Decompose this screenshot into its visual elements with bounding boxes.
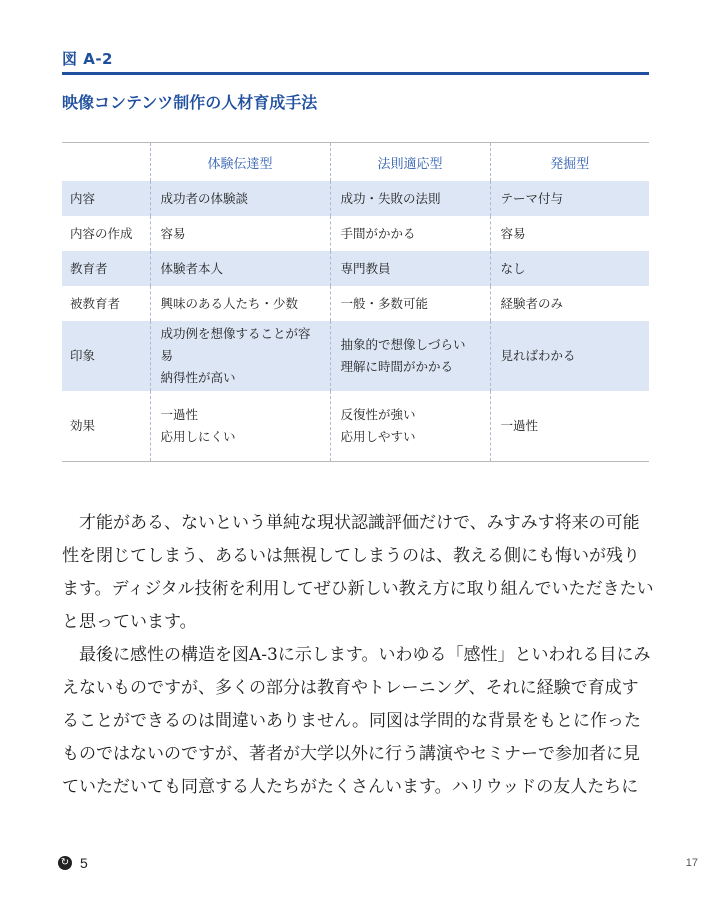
- table-row: [62, 321, 649, 391]
- method-comparison-table: [62, 142, 649, 462]
- table-cell: 抽象的で想像しづらい 理解に時間がかかる: [330, 321, 490, 391]
- chapter-marker: [58, 855, 88, 871]
- table-cell: 体験者本人: [150, 251, 330, 286]
- table-row: [62, 181, 649, 216]
- figure-label: 図 A-2: [62, 50, 113, 68]
- header-discovery: 発掘型: [490, 143, 649, 182]
- table-cell: テーマ付与: [490, 181, 649, 216]
- table-cell: 成功例を想像することが容易 納得性が高い: [150, 321, 330, 391]
- row-label: 教育者: [62, 251, 150, 286]
- table-row: [62, 251, 649, 286]
- table-cell: 一過性 応用しにくい: [150, 391, 330, 462]
- row-label: 効果: [62, 391, 150, 462]
- body-paragraph: 才能がある、ないという単純な現状認識評価だけで、みすみす将来の可能性を閉じてしまう、あるいは無視してしまうのは、教える側にも悔いが残ります。ディジタル技術を利用してぜひ新しい教え方に取り組んでいただきたいと思っています。: [62, 513, 654, 632]
- table-cell: 成功者の体験談: [150, 181, 330, 216]
- table-cell: 興味のある人たち・少数: [150, 286, 330, 321]
- row-label: 内容の作成: [70, 225, 133, 241]
- table-cell: 経験者のみ: [490, 286, 649, 321]
- table-cell: 容易: [490, 216, 649, 251]
- table-cell: 成功・失敗の法則: [330, 181, 490, 216]
- row-label: 印象: [62, 321, 150, 391]
- row-label: 内容: [62, 181, 150, 216]
- table-cell: 容易: [150, 216, 330, 251]
- table-cell: 一過性: [490, 391, 649, 462]
- page-number: 17: [685, 857, 698, 869]
- header-experience-transfer: 体験伝達型: [150, 143, 330, 182]
- figure-rule: [62, 72, 649, 75]
- chapter-number: 5: [80, 855, 88, 871]
- chapter-circle-icon: ↻: [58, 856, 72, 870]
- row-label: 被教育者: [70, 295, 121, 311]
- table-row: [62, 391, 649, 462]
- table-cell: 専門教員: [330, 251, 490, 286]
- figure-title: 映像コンテンツ制作の人材育成手法: [62, 93, 318, 112]
- table-cell: 反復性が強い 応用しやすい: [330, 391, 490, 462]
- table-cell: 一般・多数可能: [330, 286, 490, 321]
- table-cell: なし: [490, 251, 649, 286]
- table-row: [62, 216, 649, 251]
- body-paragraph: 最後に感性の構造を図A-3に示します。いわゆる「感性」といわれる目にみえないものですが、多くの部分は教育やトレーニング、それに経験で育成することができるのは間違いありません。同図は学問的な背景をもとに作ったものではないのですが、著者が大学以外に行う講演やセミナーで参加者に見ていただいても同意する人たちがたくさんいます。ハリウッドの友人たちに: [62, 645, 651, 797]
- body-text: [62, 507, 654, 804]
- header-rule-application: 法則適応型: [330, 143, 490, 182]
- table-header-row: [62, 143, 649, 182]
- table-row: [62, 286, 649, 321]
- table-cell: 手間がかかる: [330, 216, 490, 251]
- header-corner: [62, 143, 150, 182]
- table-cell: 見ればわかる: [490, 321, 649, 391]
